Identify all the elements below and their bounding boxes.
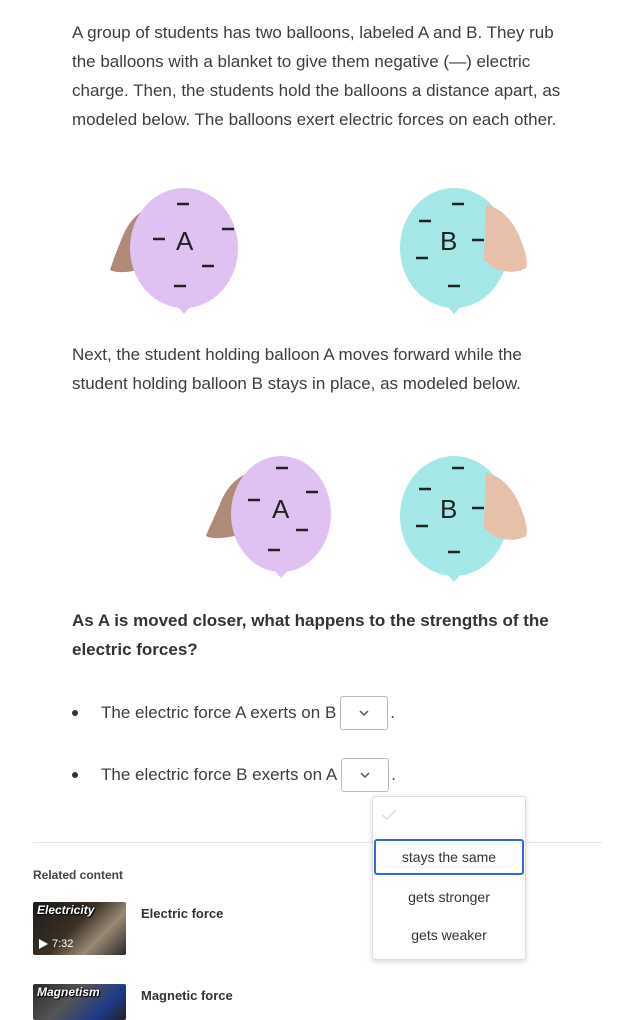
chevron-down-icon [359, 769, 371, 781]
dropdown-option-gets-weaker[interactable]: gets weaker [411, 927, 487, 943]
bullet-dot [72, 772, 78, 778]
checkmark-icon [381, 809, 397, 821]
balloons-apart-figure [0, 180, 618, 320]
balloon-a-label: A [272, 494, 290, 524]
dropdown-option-stays-the-same[interactable]: stays the same [374, 839, 524, 875]
bullet-dot [72, 710, 78, 716]
intro-paragraph: A group of students has two balloons, labeled A and B. They rub the balloons with a blanket to give them negative (—) electric charge. Then, the students hold the balloons a distance apart, as modeled below. The balloons exert electric forces on each other. [72, 23, 561, 129]
next-paragraph: Next, the student holding balloon A moves forward while the student holding balloon B stays in place, as modeled below. [72, 345, 522, 393]
hand-right-icon [484, 473, 527, 540]
balloon-b-label: B [440, 226, 458, 256]
hand-right-icon [484, 205, 527, 272]
answer-row-label: The electric force A exerts on B [101, 703, 337, 722]
answer-select-b-on-a[interactable] [341, 758, 389, 792]
question-text: As A is moved closer, what happens to the strengths of the electric forces? [72, 611, 549, 659]
video-duration: 7:32 [39, 938, 73, 950]
related-link-electric-force[interactable]: Electric force [141, 906, 224, 921]
answer-row-a-on-b [72, 696, 395, 730]
play-icon [39, 939, 48, 949]
related-link-magnetic-force[interactable]: Magnetic force [141, 988, 233, 1003]
balloon-a-label: A [176, 226, 194, 256]
chevron-down-icon [358, 707, 370, 719]
video-thumbnail-electricity[interactable] [33, 902, 126, 955]
answer-row-b-on-a [72, 758, 396, 792]
period: . [391, 765, 396, 784]
thumbnail-title: Magnetism [37, 985, 100, 999]
balloon-b-label: B [440, 494, 458, 524]
answer-row-label: The electric force B exerts on A [101, 765, 338, 784]
video-thumbnail-magnetism[interactable] [33, 984, 126, 1020]
related-content-title: Related content [33, 868, 124, 882]
answer-select-a-on-b[interactable] [340, 696, 388, 730]
dropdown-option-gets-stronger[interactable]: gets stronger [408, 889, 490, 905]
period: . [390, 703, 396, 722]
answer-dropdown-menu [372, 796, 526, 960]
balloons-closer-figure [0, 446, 618, 586]
thumbnail-title: Electricity [37, 903, 95, 917]
